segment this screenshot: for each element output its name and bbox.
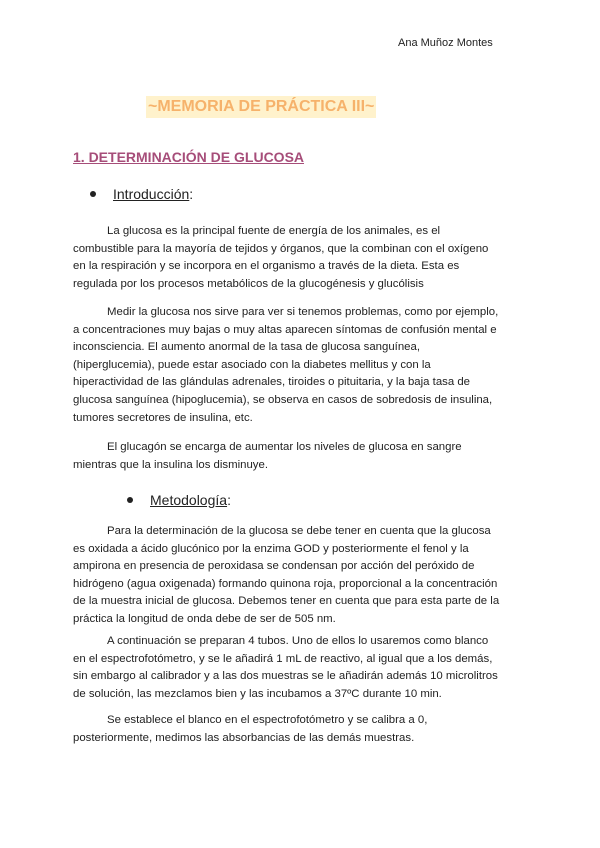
paragraph <box>73 223 528 293</box>
bullet-label: Metodología <box>150 492 228 508</box>
bullet-metodologia <box>127 492 231 508</box>
text-line: a concentraciones muy bajas o muy altas aparecen síntomas de confusión mental e <box>73 323 497 336</box>
text-line: inconsciencia. El aumento anormal de la tasa de glucosa sanguínea, <box>73 341 421 354</box>
text-line: en el espectrofotómetro, y se le añadirá 1 mL de reactivo, al igual que a los demás, <box>73 652 493 665</box>
text-line: hiperactividad de las glándulas adrenales, tiroides o pituitaria, y la baja tasa de <box>73 376 471 389</box>
text-line: de solución, las mezclamos bien y las incubamos a 37ºC durante 10 min. <box>73 687 442 700</box>
bullet-introduccion <box>90 186 193 202</box>
paragraph <box>73 304 528 427</box>
text-line: de la muestra inicial de glucosa. Debemos tener en cuenta que para esta parte de la <box>73 595 500 608</box>
text-line: tumores secretores de insulina, etc. <box>73 411 253 424</box>
text-line: sin embargo al calibrador y a las dos muestras se le añadirán además 10 microlitros <box>73 670 498 683</box>
text-line: mientras que la insulina los disminuye. <box>73 458 269 471</box>
text-line: La glucosa es la principal fuente de energía de los animales, es el <box>107 225 441 237</box>
paragraph <box>73 439 528 474</box>
paragraph <box>73 523 528 629</box>
bullet-dot-icon <box>127 497 133 503</box>
text-line: Para la determinación de la glucosa se debe tener en cuenta que la glucosa <box>107 525 491 537</box>
text-line: regulada por los procesos metabólicos de la glucogénesis y glucólisis <box>73 277 424 290</box>
text-line: El glucagón se encarga de aumentar los niveles de glucosa en sangre <box>107 441 462 453</box>
text-line: hidrógeno (agua oxigenada) formando quinona roja, proporcional a la concentración <box>73 577 498 590</box>
paragraph <box>73 633 528 703</box>
text-line: glucosa sanguínea (hipoglucemia), se observa en casos de sobredosis de insulina, <box>73 393 493 406</box>
bullet-suffix: : <box>227 492 231 508</box>
section-heading: 1. DETERMINACIÓN DE GLUCOSA <box>73 149 305 165</box>
text-line: (hiperglucemia), puede estar asociado con la diabetes mellitus y con la <box>73 358 431 371</box>
text-line: ampirona en presencia de peroxidasa se condensan por acción del peróxido de <box>73 560 475 573</box>
text-line: Medir la glucosa nos sirve para ver si tenemos problemas, como por ejemplo, <box>107 306 499 318</box>
text-line: en la respiración y se incorpora en el organismo a través de la dieta. Esta es <box>73 260 460 273</box>
bullet-label: Introducción <box>113 186 190 202</box>
text-line: A continuación se preparan 4 tubos. Uno de ellos lo usaremos como blanco <box>107 635 489 647</box>
text-line: práctica la longitud de onda debe de ser de 505 nm. <box>73 612 336 625</box>
page-title: ~MEMORIA DE PRÁCTICA III~ <box>146 96 376 118</box>
text-line: es oxidada a ácido glucónico por la enzima GOD y posteriormente el fenol y la <box>73 542 469 555</box>
text-line: Se establece el blanco en el espectrofotómetro y se calibra a 0, <box>107 714 428 726</box>
bullet-suffix: : <box>189 186 194 202</box>
bullet-dot-icon <box>90 191 96 197</box>
author-name: Ana Muñoz Montes <box>398 37 493 49</box>
text-line: posteriormente, medimos las absorbancias de las demás muestras. <box>73 731 415 744</box>
text-line: combustible para la mayoría de tejidos y órganos, que la combinan con el oxígeno <box>73 242 489 255</box>
paragraph <box>73 712 528 747</box>
